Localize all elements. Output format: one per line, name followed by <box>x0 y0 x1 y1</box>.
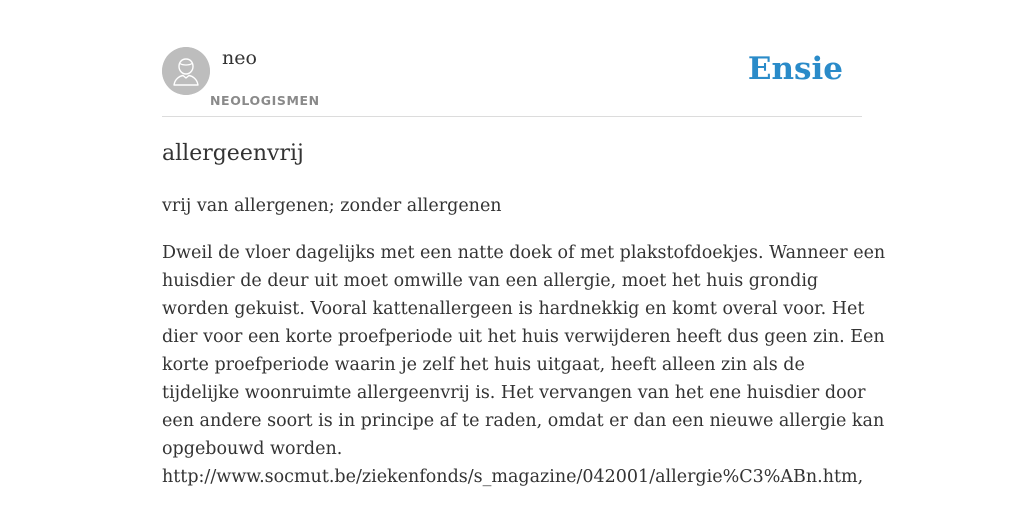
entry-example <box>162 239 886 491</box>
entry-definition: vrij van allergenen; zonder allergenen <box>162 196 502 216</box>
author-name[interactable]: neo <box>222 47 257 69</box>
example-line: een andere soort is in principe af te raden, omdat er dan een nieuwe allergie kan <box>162 411 885 431</box>
example-line: worden gekuist. Vooral kattenallergeen is hardnekkig en komt overal voor. Het <box>162 299 865 319</box>
entry-header <box>162 46 862 117</box>
example-line: korte proefperiode waarin je zelf het huis uitgaat, heeft alleen zin als de <box>162 355 805 375</box>
user-silhouette-icon <box>162 47 210 95</box>
example-line: opgebouwd worden. <box>162 439 343 459</box>
author-avatar[interactable] <box>162 47 210 95</box>
example-line: Dweil de vloer dagelijks met een natte doek of met plakstofdoekjes. Wanneer een <box>162 243 886 263</box>
example-line: dier voor een korte proefperiode uit het huis verwijderen heeft dus geen zin. Een <box>162 327 885 347</box>
entry-title: allergeenvrij <box>162 141 304 166</box>
collection-label[interactable]: NEOLOGISMEN <box>210 93 320 108</box>
source-link[interactable]: http://www.socmut.be/ziekenfonds/s_magazine/042001/allergie%C3%ABn.htm, <box>162 467 864 487</box>
example-line: tijdelijke woonruimte allergeenvrij is. Het vervangen van het ene huisdier door <box>162 383 866 403</box>
example-line: huisdier de deur uit moet omwille van een allergie, moet het huis grondig <box>162 271 819 291</box>
brand-logo[interactable]: Ensie <box>747 51 843 87</box>
